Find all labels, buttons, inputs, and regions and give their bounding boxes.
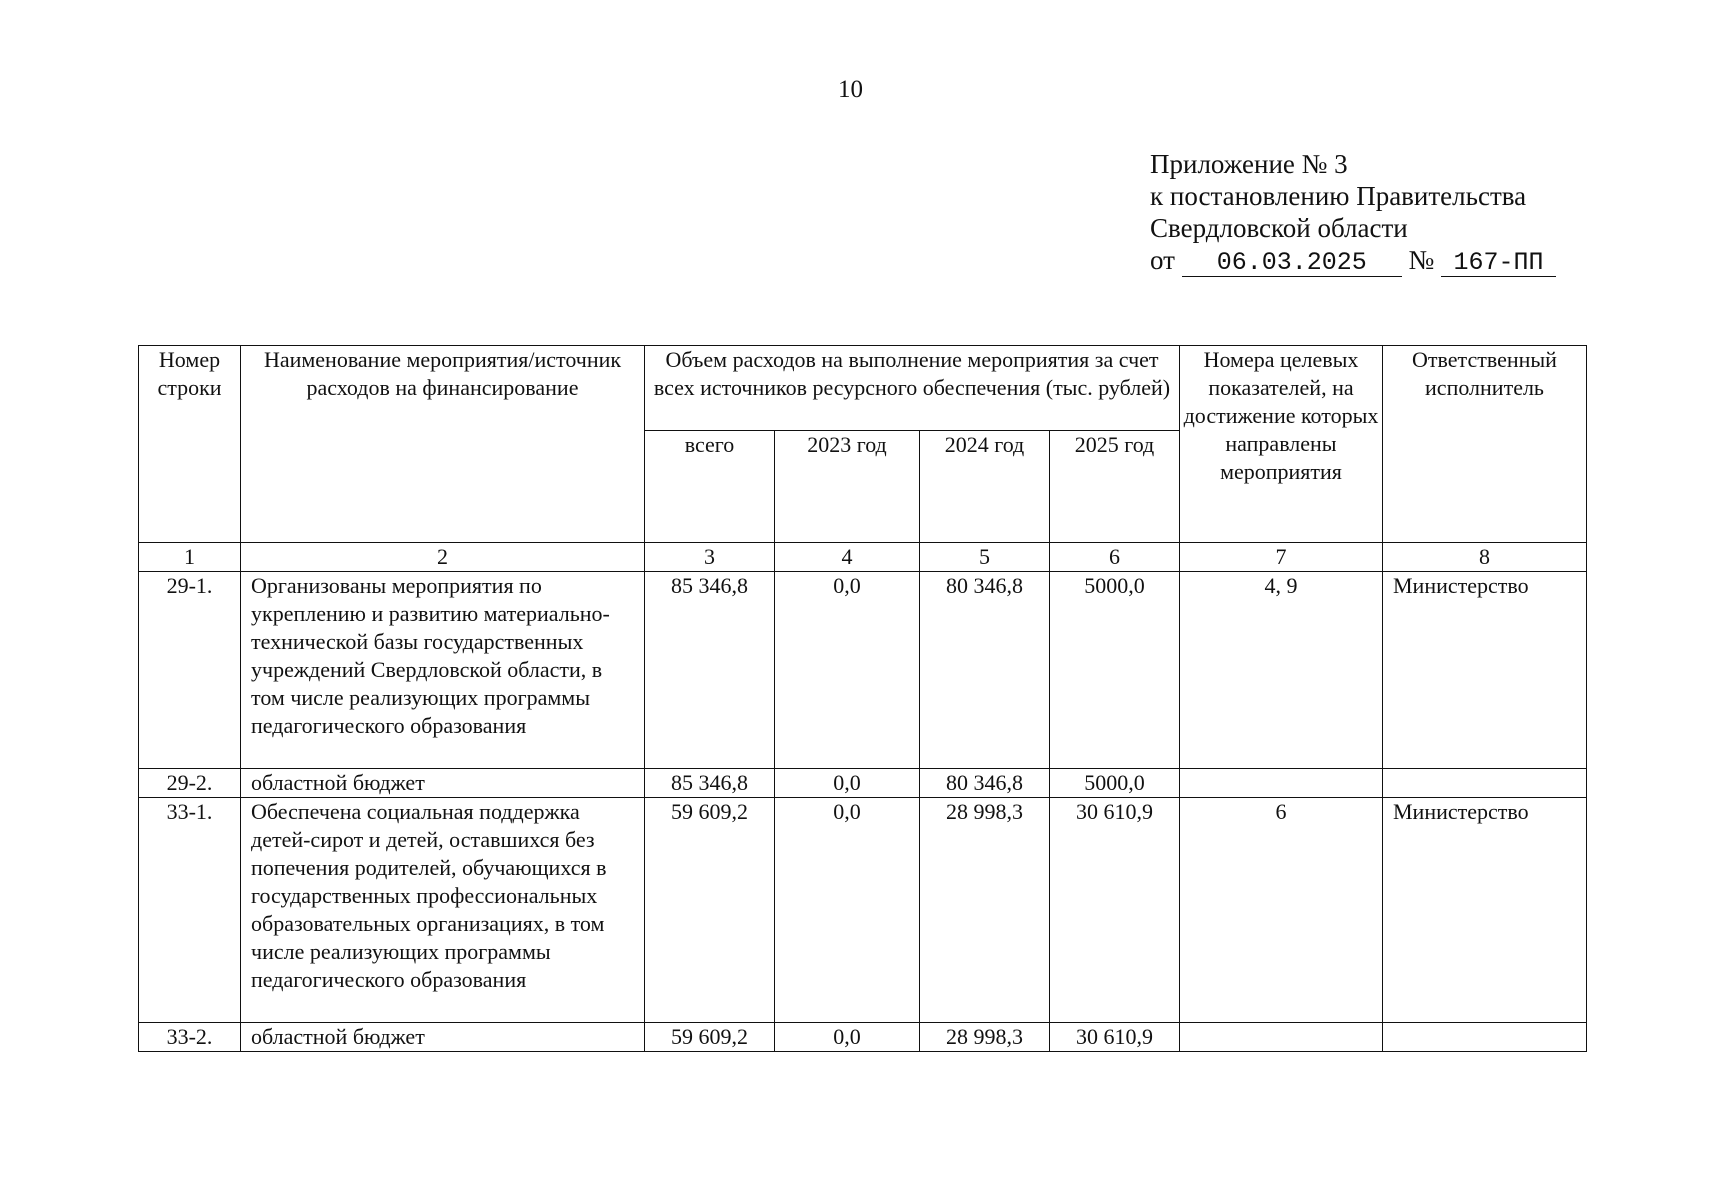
row-executor: Министерство xyxy=(1383,572,1587,769)
column-number: 8 xyxy=(1383,543,1587,572)
column-number: 1 xyxy=(139,543,241,572)
row-executor xyxy=(1383,1023,1587,1052)
row-name: областной бюджет xyxy=(241,769,645,798)
row-executor xyxy=(1383,769,1587,798)
row-2025: 30 610,9 xyxy=(1050,798,1180,1023)
appendix-block xyxy=(1150,148,1556,277)
header-name: Наименование мероприятия/источник расходов на финансирование xyxy=(241,346,645,543)
row-2025: 30 610,9 xyxy=(1050,1023,1180,1052)
appendix-region: Свердловской области xyxy=(1150,213,1408,243)
decree-date: 06.03.2025 xyxy=(1182,250,1402,277)
row-number: 33-1. xyxy=(139,798,241,1023)
row-2024: 28 998,3 xyxy=(920,798,1050,1023)
row-number: 29-1. xyxy=(139,572,241,769)
appendix-date-line xyxy=(1150,244,1556,277)
row-2023: 0,0 xyxy=(775,798,920,1023)
appendix-decree: к постановлению Правительства xyxy=(1150,181,1527,211)
appendix-title: Приложение № 3 xyxy=(1150,149,1348,179)
row-total: 85 346,8 xyxy=(645,769,775,798)
row-targets xyxy=(1180,1023,1383,1052)
row-name: областной бюджет xyxy=(241,1023,645,1052)
column-number: 5 xyxy=(920,543,1050,572)
row-2023: 0,0 xyxy=(775,1023,920,1052)
row-targets xyxy=(1180,769,1383,798)
row-2025: 5000,0 xyxy=(1050,769,1180,798)
row-executor: Министерство xyxy=(1383,798,1587,1023)
header-total: всего xyxy=(645,431,775,543)
date-prefix: от xyxy=(1150,245,1175,275)
row-2024: 28 998,3 xyxy=(920,1023,1050,1052)
column-number: 3 xyxy=(645,543,775,572)
header-2023: 2023 год xyxy=(775,431,920,543)
column-number: 4 xyxy=(775,543,920,572)
table-row xyxy=(139,769,1587,798)
row-2025: 5000,0 xyxy=(1050,572,1180,769)
row-2023: 0,0 xyxy=(775,572,920,769)
header-executor: Ответственный исполнитель xyxy=(1383,346,1587,543)
page-number: 10 xyxy=(838,76,863,103)
row-targets: 6 xyxy=(1180,798,1383,1023)
row-total: 59 609,2 xyxy=(645,1023,775,1052)
header-row-number: Номер строки xyxy=(139,346,241,543)
table-row xyxy=(139,572,1587,769)
row-2024: 80 346,8 xyxy=(920,572,1050,769)
column-number: 6 xyxy=(1050,543,1180,572)
column-number: 7 xyxy=(1180,543,1383,572)
row-2024: 80 346,8 xyxy=(920,769,1050,798)
header-row-1 xyxy=(139,346,1587,431)
row-name: Обеспечена социальная поддержка детей-сирот и детей, оставшихся без попечения родителей, обучающихся в государственных профессиональных образовательных организациях, в том числе реализующих программы педагогического образования xyxy=(241,798,645,1023)
row-name: Организованы мероприятия по укреплению и развитию материально-технической базы государственных учреждений Свердловской области, в том числе реализующих программы педагогического образования xyxy=(241,572,645,769)
column-numbers-row xyxy=(139,543,1587,572)
row-number: 29-2. xyxy=(139,769,241,798)
header-targets: Номера целевых показателей, на достижение которых направлены мероприятия xyxy=(1180,346,1383,543)
column-number: 2 xyxy=(241,543,645,572)
row-total: 59 609,2 xyxy=(645,798,775,1023)
table-row xyxy=(139,798,1587,1023)
row-number: 33-2. xyxy=(139,1023,241,1052)
row-targets: 4, 9 xyxy=(1180,572,1383,769)
header-2025: 2025 год xyxy=(1050,431,1180,543)
budget-table xyxy=(138,345,1587,1052)
header-2024: 2024 год xyxy=(920,431,1050,543)
row-total: 85 346,8 xyxy=(645,572,775,769)
number-prefix: № xyxy=(1408,245,1435,275)
decree-number: 167-ПП xyxy=(1441,250,1556,277)
row-2023: 0,0 xyxy=(775,769,920,798)
table-row xyxy=(139,1023,1587,1052)
header-volume: Объем расходов на выполнение мероприятия за счет всех источников ресурсного обеспечения (тыс. рублей) xyxy=(645,346,1180,431)
